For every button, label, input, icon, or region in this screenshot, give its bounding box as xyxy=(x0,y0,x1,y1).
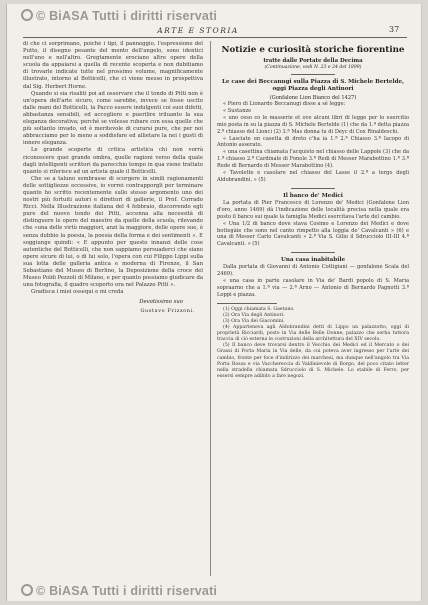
paragraph: « Tavolette e casolare nel chiasso del Lasse il 2.ª a tergo degli Aldobrandini. » (5) xyxy=(217,170,409,183)
section-subheading: (Gonfalone Lion Bianco del 1427) xyxy=(269,95,357,101)
copyright-icon xyxy=(21,584,33,596)
paragraph: Che se a taluno sembrasse di scorgere in simili ragionamenti delle sottigliezze eccessive, io vorrei contrapporgli per terminare quanto ho scritto recentemente sullo stesso argomento uno dei nostri più fortuiti autori e direttori di gallerie, il Prof. Corrado Ricci. Nella Illustrazione italiana del 4 febbraio, discorrendo egli pure del nuovo tondo dei Pitti, accenna alla necessità di distinguere le opere del maestro da quelle della scuola, rilevando che «una delle virtù maggiori, anzi la maggiore, delle opere sue, è senza dubbio la poesia, la poesia della forma e dei sentimenti ». E soggiunge quindi: « E appunto per questo innanzi delle cose autentiche del Botticelli, che non sappiamo persuaderci che siano opere sicure di lui, o di lui solo, l'opera con cui Filippo Lippi sulla sua lotta delle galleria antica e moderna di Firenze, il San Sebastiano del Museo di Berlino, la Deposizione della croce del Museo Poldi Pezzoli di Milano, e per quanto possiamo giudicare da una fotografia, il quadro scoperto ora nel Palazzo Pitti ». xyxy=(23,175,203,289)
paragraph: « una casettina chiamata l'acquisto nel chiasso delle Lappole (3) che da 1.ª chiasso 2.ª Cardinale di Fonole 3.ª Redi di Messer Marabottino 1.ª 3.ª Rede di Bernardo di Messer Marabottino (4). xyxy=(217,149,409,170)
section-rule xyxy=(291,188,335,189)
footnote: (2) Ora Via degli Antinori. xyxy=(223,312,285,318)
closing-phrase: Devotissimo suo xyxy=(139,299,183,306)
section-body xyxy=(217,200,409,248)
section-heading: Le case dei Beccanugi sulla Piazza di S. Michele Bertelde, oggi Piazza degli Antinori xyxy=(221,79,405,92)
signature-name: Gustavo Frizzoni. xyxy=(140,308,195,315)
footnote: (3) Ora Via dei Giacomini. xyxy=(223,318,285,324)
section-heading: Il banco de' Medici xyxy=(283,192,343,199)
article-subtitle-note: (Continuazione, vedi N. 23 e 24 del 1899) xyxy=(264,65,362,70)
footnotes xyxy=(217,307,409,380)
paragraph: Quando si sia risaliti poi ad osservare che il tondo di Pitti non è un'opera dell'arte sicuro, come sarebbe, invece se fosse uscito dalle mani del Botticelli, la Pacco essere indulgenti coi suoi difetti, abbastanza sensibili, ed accogliere e puerilire iriluanto la sua eleganza decorativa; perché se volesse rubare con essa quelle che più soltanto invado, ed è meritevole di curarsi pure, che per noi abbracciamo per lo meno a soddisfare ed allietare la nei i gusti di innere eleganza. xyxy=(23,90,203,147)
paragraph: « una casa in parte casolare in Via de' Bardi popolo di S. Maria sopraarno che a 1.ª via — 2.ª Arno — Antonio di Bernardo Pagnotti 3.ª Loppi e piazza. xyxy=(217,278,409,298)
paragraph: « Lasciate un casetta di dreto c'ha ia 1.ª 2.ª Chiasso 3.ª Iacopo di Antonio asserato. xyxy=(217,135,409,149)
paragraph: Le grande scoperte di critica artistica chi non vorrà riconoscere quei grande ombra, quelle ragioni verso della quale dagli intelligenti scrittori da parecchio tempo in qua viene trattato quanto si riferisce ad un artista quale il Botticelli. xyxy=(23,147,203,175)
section-body xyxy=(217,101,409,184)
section-rule xyxy=(291,252,335,253)
running-title: ARTE E STORIA xyxy=(157,26,239,35)
footnote: (4) Apparteneva agli Aldobrandini detti di Lippo un palazzotto, oggi di proprietà Ricciardi, posto in Via delle Belle Donne, palazzo che serba tuttora traccia di ciò esterna le costruzioni della architettura del XIV secolo. xyxy=(217,325,409,343)
document-page xyxy=(6,4,422,601)
paragraph: « Piero di Lionardo Beccanugi disse a sé legge: xyxy=(223,101,346,107)
section-heading: Una casa inabitabile xyxy=(280,257,346,264)
footnote-rule xyxy=(217,303,277,304)
watermark-bottom: © BiASA Tutti i diritti riservati xyxy=(21,584,217,598)
footnote: (1) Oggi chiamata S. Gaetano. xyxy=(223,306,295,312)
footnote: (5) Il banco deve trovarsi dentro il Vecchio dei Medici ed il Mercato o dei Grassi di Porta Maria in Via delle, da cui poteva aver ingresso per l'arte dei cambio, fronte per foce d'indirizzo dei marchesi, ma dunque nell'angolo tra Via Porta Rossa e via Vacchereccia di Valdinievole di Borgo, del poco citato letter nella stradella chiamata Sdrucciolo di S. Michele. Lo stabile di Ferro, per essersi sempre adibito a fare negozi. xyxy=(217,343,409,379)
paragraph: La portata di Pier Francesco di Lorenzo de' Medici (Gonfalone Lion d'oro, anno 1469) dà l'indicazione delle località precisa nella quale era posto il banco sui quale la famiglia Medici esercitava l'arte del cambio. xyxy=(217,199,409,220)
paragraph: « Sustanze xyxy=(223,107,252,114)
section-rule xyxy=(291,74,335,75)
paragraph: « uno ceso co le masserie et ove alcuni libri di legge per lo esercitio mio posta in su la piazza di S. Michele Bertelde (1) che da 1.ª detta piazza 2.ª chiasso del Lionci (2) 3.ª Mas donna tu di Deyc di Cox Rinaldeschi. xyxy=(217,114,409,135)
left-column xyxy=(23,41,203,581)
letter-text xyxy=(23,41,203,296)
page-number: 37 xyxy=(389,25,400,34)
header-rule xyxy=(23,37,407,38)
watermark-top: © BiASA Tutti i diritti riservati xyxy=(21,9,217,23)
article-subtitle: tratte dalle Portate della Decima xyxy=(263,58,363,64)
paragraph: Gradisca i miei ossequi e mi creda xyxy=(31,289,124,296)
paragraph: Dalla portata di Giovanni di Antonio Cottigiani — gonfalone Scala del 2469). xyxy=(217,264,409,278)
column-divider xyxy=(210,41,211,576)
copyright-icon xyxy=(21,9,33,21)
right-column xyxy=(217,41,409,581)
section-body xyxy=(217,264,409,299)
paragraph: di che ci sorprimano, poiché i tipi, il panneggio, l'espressione del Putto, il disegno pesante del mento dell'angelo, sono identici nell'uno e nell'altro. Gregtamente erociano altre opere della scuola da appaiarsi a quella di recente scoperta e non dubitiamo di trovarle indicate tutte nel prossimo volume, magnificamente illustrato, intorno al Botticelli, che ci viene messo in prospettiva dal Sig. Herbert Horne. xyxy=(23,41,203,90)
article-title: Notizie e curiosità storiche fiorentine xyxy=(221,45,405,55)
paragraph: « Una 1/2 di banco dove stava Cosimo e Lorenzo dei Medici e dove bottegàie che sono nel canto rimpetto alla loggia de' Cavalcanti » (6) e una di Messer Carlo Cavalcanti » 2.ª Via S. Gilio il Sdrucciolo III-III 4.ª Cavalcanti. » (5) xyxy=(217,220,409,248)
